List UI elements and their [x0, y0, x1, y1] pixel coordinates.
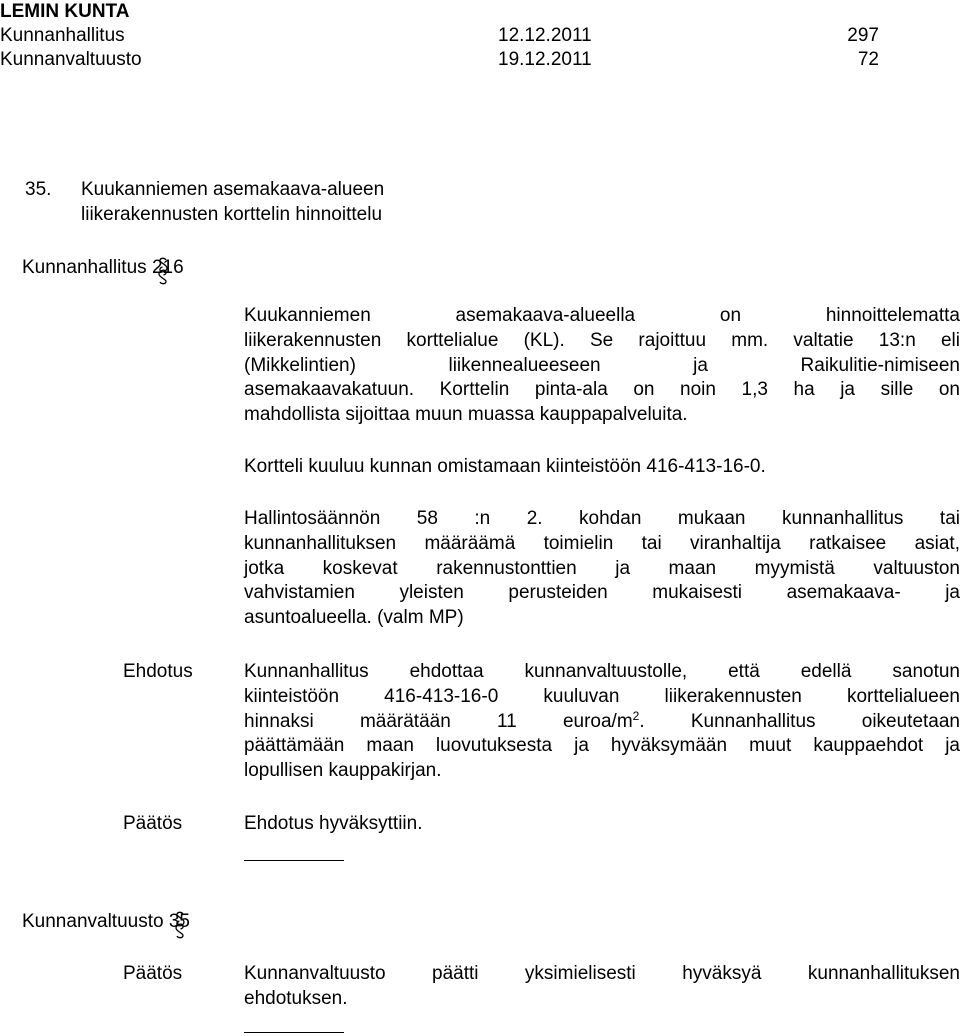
divider-line	[244, 1032, 344, 1033]
ehdotus-superscript: 2	[632, 708, 640, 723]
paragraph-1-line: liikerakennusten korttelialue (KL). Se rajoittuu mm. valtatie 13:n eli	[244, 329, 960, 351]
header-page-2: 72	[857, 49, 879, 70]
header-body-1: Kunnanhallitus	[0, 25, 125, 46]
paragraph-1-line: Kuukanniemen asemakaava-alueella on hinnoittelematta	[244, 305, 960, 326]
paragraph-1	[244, 304, 960, 428]
kh-reference-body: Kunnanhallitus	[22, 257, 147, 278]
section-sign-icon	[157, 256, 169, 286]
header-date-1: 12.12.2011	[498, 25, 592, 46]
kh-reference	[22, 256, 184, 280]
paatos-2-text	[244, 962, 960, 1012]
kh-reference-number: 216	[151, 257, 184, 278]
paatos-label: Päätös	[123, 963, 183, 984]
paragraph-2	[244, 455, 960, 480]
paragraph-1-line: asemakaavakatuun. Korttelin pinta-ala on noin 1,3 ha ja sille on	[244, 379, 960, 401]
section-sign-icon	[174, 910, 186, 940]
ehdotus-line: Kunnanhallitus ehdottaa kunnanvaltuustolle, että edellä sanotun	[244, 661, 960, 682]
paragraph-1-line: (Mikkelintien) liikennealueeseen ja Raikulitie-nimiseen	[244, 354, 960, 376]
item-title-line1: Kuukanniemen asemakaava-alueen	[81, 179, 385, 200]
ehdotus-line: päättämään maan luovutuksesta ja hyväksymään muut kauppaehdot ja	[244, 735, 960, 757]
ehdotus-line3-pre: hinnaksi määrätään 11 euroa/m	[244, 710, 633, 732]
header-page-1: 297	[847, 25, 879, 46]
paragraph-3-line: asuntoalueella. (valm MP)	[244, 607, 464, 629]
kv-reference	[22, 910, 190, 934]
paragraph-3-line: kunnanhallituksen määräämä toimielin tai viranhaltija ratkaisee asiat,	[244, 532, 960, 554]
item-number: 35.	[25, 179, 52, 200]
ehdotus-line: kiinteistöön 416-413-16-0 kuuluvan liikerakennusten korttelialueen	[244, 685, 960, 707]
ehdotus-line: lopullisen kauppakirjan.	[244, 760, 442, 782]
paragraph-3	[244, 507, 960, 631]
divider-line	[244, 860, 344, 861]
ehdotus-line	[244, 710, 960, 735]
item-title-line2: liikerakennusten korttelin hinnoittelu	[81, 204, 383, 225]
paragraph-3-line: jotka koskevat rakennustonttien ja maan myymistä valtuuston	[244, 557, 960, 579]
ehdotus-line3-post: . Kunnanhallitus oikeutetaan	[639, 710, 960, 732]
paatos-2-line: ehdotuksen.	[244, 987, 348, 1009]
paatos-text: Ehdotus hyväksyttiin.	[244, 813, 423, 834]
paragraph-1-line: mahdollista sijoittaa muun muassa kauppapalveluita.	[244, 404, 688, 426]
paragraph-3-line: Hallintosäännön 58 :n 2. kohdan mukaan kunnanhallitus tai	[244, 508, 960, 529]
header-date-2: 19.12.2011	[498, 49, 592, 70]
paatos-2-line: Kunnanvaltuusto päätti yksimielisesti hyväksyä kunnanhallituksen	[244, 963, 960, 984]
ehdotus-label: Ehdotus	[123, 661, 193, 682]
paragraph-3-line: vahvistamien yleisten perusteiden mukaisesti asemakaava- ja	[244, 582, 960, 604]
header-body-2: Kunnanvaltuusto	[0, 49, 142, 70]
kv-reference-number: 35	[168, 911, 190, 932]
org-name: LEMIN KUNTA	[0, 1, 130, 22]
kv-reference-body: Kunnanvaltuusto	[22, 911, 164, 932]
paatos-label: Päätös	[123, 813, 183, 834]
ehdotus-text	[244, 660, 960, 784]
paragraph-2-line: Kortteli kuuluu kunnan omistamaan kiinteistöön 416-413-16-0.	[244, 456, 766, 477]
